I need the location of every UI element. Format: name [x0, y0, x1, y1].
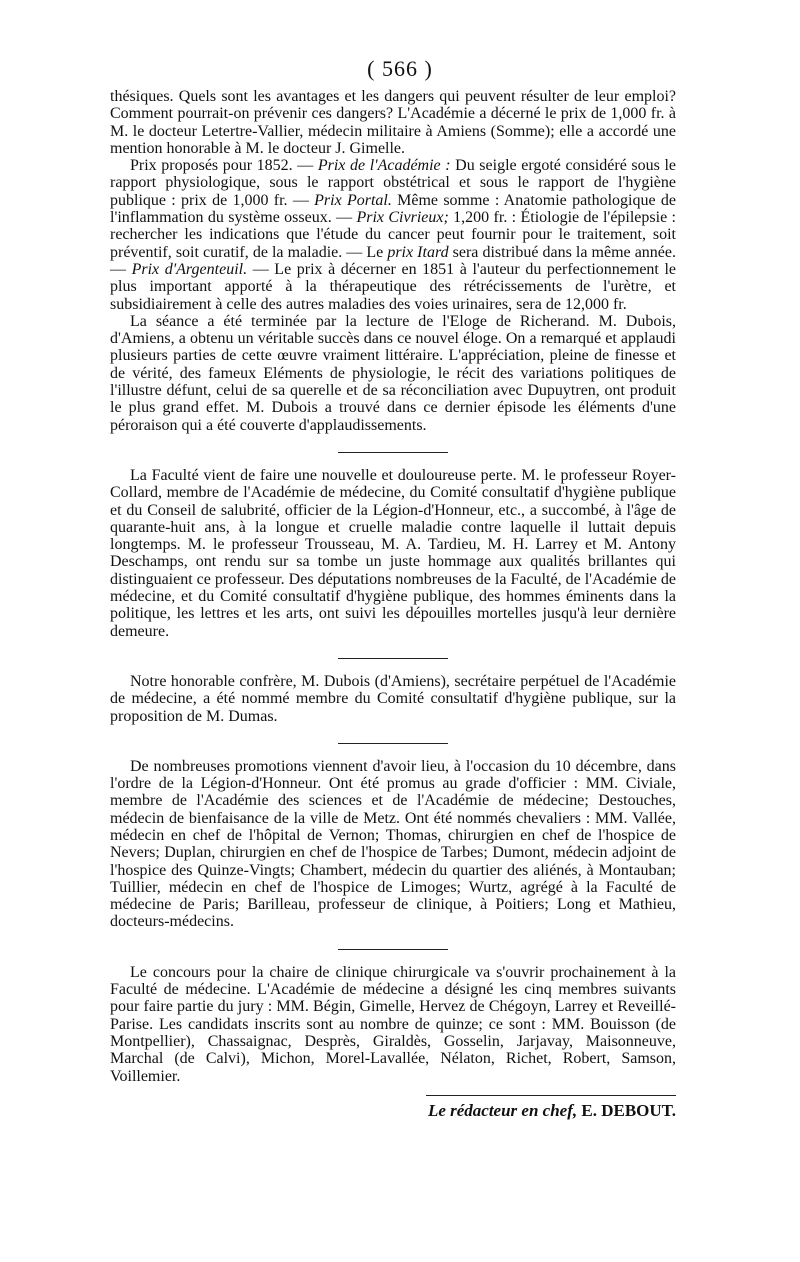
- article-body: [110, 88, 676, 1119]
- paragraph-prize-results: thésiques. Quels sont les avantages et les dangers qui peuvent résulter de leur emploi? Comment pourrait-on prévenir ces dangers? L'Académie a décerné le prix de 1,000 fr. à M. le docteur Letertre-Vallier, médecin militaire à Amiens (Somme); elle a accordé une mention honorable à M. le docteur J. Gimelle.: [110, 88, 676, 157]
- paragraph-obituary: La Faculté vient de faire une nouvelle et douloureuse perte. M. le professeur Royer-Collard, membre de l'Académie de médecine, du Comité consultatif d'hygiène publique et du Conseil de salubrité, officier de la Légion-d'Honneur, etc., a succombé, à l'âge de quarante-huit ans, à la longue et cruelle maladie contre laquelle il luttait depuis longtemps. M. le professeur Trousseau, M. A. Tardieu, M. H. Larrey et M. Antony Deschamps, ont rendu sur sa tombe un juste hommage aux qualités brillantes qui distinguaient ce professeur. Des députations nombreuses de la Faculté, de l'Académie de médecine, et du Comité consultatif d'hygiène publique, des hommes éminents dans la politique, les lettres et les arts, ont suivi les dépouilles mortelles jusqu'à leur dernière demeure.: [110, 466, 676, 640]
- signature-rule: [426, 1095, 676, 1096]
- prize-portal: Prix Portal.: [314, 191, 392, 209]
- prize-academie: Prix de l'Académie :: [317, 157, 451, 175]
- signature: [110, 1102, 676, 1119]
- paragraph-appointment: Notre honorable confrère, M. Dubois (d'Amiens), secrétaire perpétuel de l'Académie de médecine, a été nommé membre du Comité consultatif d'hygiène publique, sur la proposition de M. Dumas.: [110, 672, 676, 725]
- section-divider: [338, 658, 448, 659]
- prize-academie-text: Du seigle ergoté considéré sous le rapport physiologique, sous le rapport obstétrical et sous le rapport de l'hygiène publique : prix de 1,000 fr. —: [110, 157, 676, 209]
- paragraph-concours: Le concours pour la chaire de clinique chirurgicale va s'ouvrir prochainement à la Faculté de médecine. L'Académie de médecine a désigné les cinq membres suivants pour faire partie du jury : MM. Bégin, Gimelle, Hervez de Chégoyn, Larrey et Reveillé-Parise. Les candidats inscrits sont au nombre de quinze; ce sont : MM. Bouisson (de Montpellier), Chassaignac, Desprès, Giraldès, Gosselin, Jarjavay, Maisonneuve, Marchal (de Calvi), Michon, Morel-Lavallée, Nélaton, Richet, Robert, Samson, Voillemier.: [110, 963, 676, 1085]
- prize-argenteuil-text: — Le prix à décerner en 1851 à l'auteur du perfectionnement le plus important apporté à la thérapeutique des rétrécissements de l'urètre, et subsidiairement à celle des autres maladies des voies urinaires, sera de 12,000 fr.: [110, 260, 677, 313]
- prize-itard: prix Itard: [387, 243, 449, 261]
- section-divider: [338, 743, 448, 744]
- prize-portal-text: Même somme : Anatomie pathologique de l'inflammation du système osseux. —: [110, 191, 676, 227]
- signature-role: Le rédacteur en chef,: [427, 1100, 578, 1120]
- section-divider: [338, 452, 448, 453]
- paragraph-prizes-1852: [110, 157, 676, 313]
- prizes-intro: Prix proposés pour 1852. —: [130, 157, 318, 175]
- section-divider: [338, 949, 448, 950]
- paragraph-promotions: De nombreuses promotions viennent d'avoir lieu, à l'occasion du 10 décembre, dans l'ordre de la Légion-d'Honneur. Ont été promus au grade d'officier : MM. Civiale, membre de l'Académie des sciences et de l'Académie de médecine; Destouches, médecin de bienfaisance de la ville de Metz. Ont été nommés chevaliers : MM. Vallée, médecin en chef de l'hôpital de Vernon; Thomas, chirurgien en chef de l'hospice de Nevers; Duplan, chirurgien en chef de l'hospice de Tarbes; Dumont, médecin adjoint de l'hospice des Quinze-Vingts; Chambert, médecin du quartier des aliénés, à Montauban; Tuillier, médecin en chef de l'hospice de Limoges; Wurtz, agrégé à la Faculté de médecine de Paris; Barilleau, professeur de clinique, à Poitiers; Long et Mathieu, docteurs-médecins.: [110, 757, 676, 931]
- prize-civrieux: Prix Civrieux;: [356, 209, 449, 227]
- prize-argenteuil: Prix d'Argenteuil.: [131, 260, 248, 278]
- paragraph-eloge: La séance a été terminée par la lecture de l'Eloge de Richerand. M. Dubois, d'Amiens, a obtenu un véritable succès dans ce nouvel éloge. On a remarqué et applaudi plusieurs parties de cette œuvre vraiment littéraire. L'appréciation, pleine de finesse et de vérité, des fameux Eléments de physiologie, le récit des variations politiques de l'illustre défunt, celui de sa querelle et de sa réconciliation avec Dupuytren, ont produit le plus grand effet. M. Dubois a trouvé dans ce dernier épisode les éléments d'une péroraison qui a été couverte d'applaudissements.: [110, 312, 676, 434]
- prize-itard-text: sera distribué dans la même année. —: [110, 243, 677, 278]
- prize-civrieux-text: 1,200 fr. : Étiologie de l'épilepsie : rechercher les indications que l'étude du cancer peut fournir pour le traitement, soit préventif, soit curatif, de la maladie. — Le: [110, 209, 676, 261]
- page-number: ( 566 ): [367, 56, 433, 81]
- signature-name: E. DEBOUT.: [581, 1100, 676, 1120]
